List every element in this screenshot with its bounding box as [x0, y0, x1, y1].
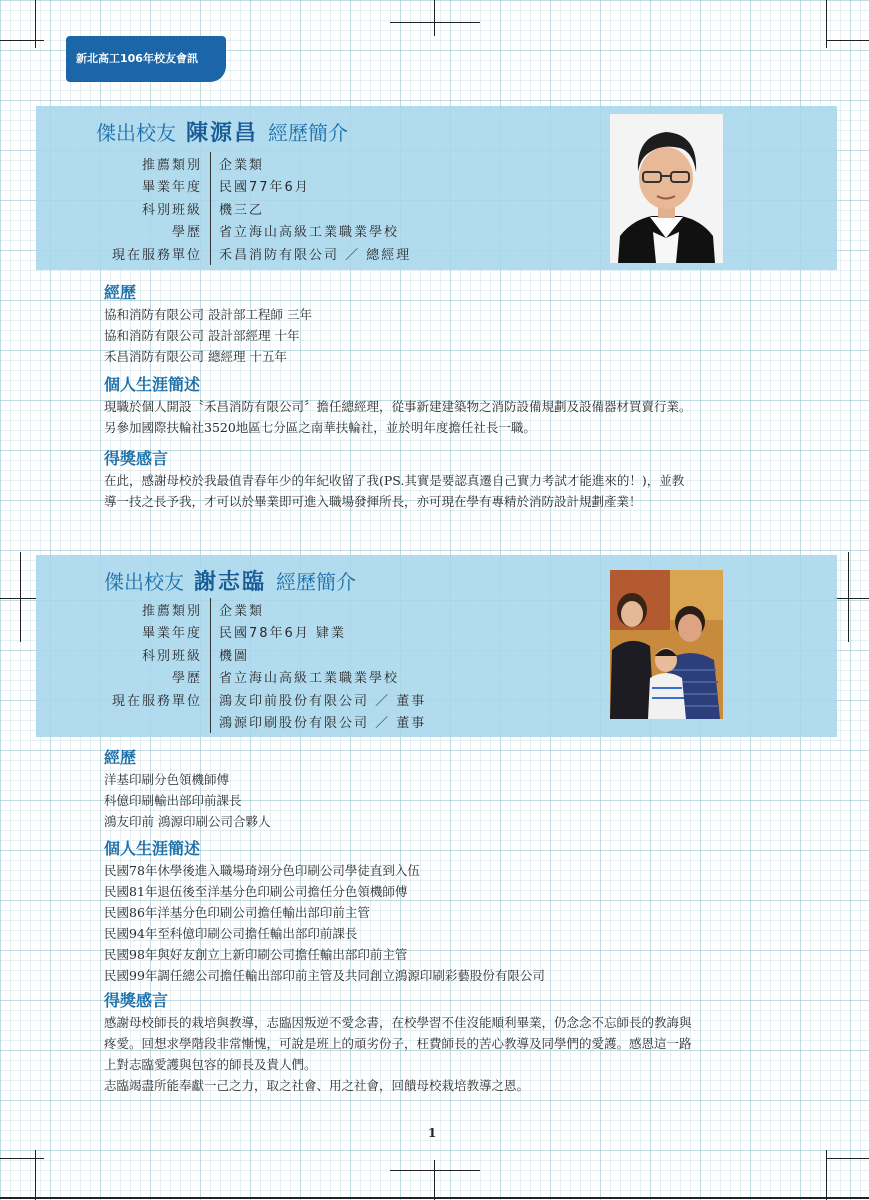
- crop-mark: [20, 552, 21, 642]
- award-line: 志臨竭盡所能奉獻一己之力，取之社會、用之社會，回饋母校栽培教導之恩。: [104, 1078, 530, 1093]
- portrait-image: [610, 114, 723, 263]
- career-line: 民國81年退伍後至洋基分色印刷公司擔任分色領機師傅: [104, 884, 408, 899]
- crop-mark: [848, 552, 849, 642]
- profile1-name: 陳源昌: [186, 121, 259, 146]
- experience-line: 鴻友印前 鴻源印刷公司合夥人: [104, 814, 271, 829]
- section-heading: 經歷: [104, 748, 137, 767]
- info-value: 企業類: [219, 603, 265, 619]
- info-label: 學歷: [171, 671, 202, 687]
- profile2-title-suffix: 經歷簡介: [276, 570, 357, 594]
- profile1-info-table: [100, 152, 411, 265]
- career-line: 民國86年洋基分色印刷公司擔任輸出部印前主管: [104, 905, 370, 920]
- info-row: [100, 666, 426, 689]
- section-heading: 個人生涯簡述: [104, 839, 201, 858]
- profile1-experience-section: [104, 282, 784, 367]
- profile2-award-section: [104, 990, 784, 1096]
- profile1-title-prefix: 傑出校友: [96, 121, 176, 145]
- info-value: 機圖: [219, 648, 250, 664]
- info-value: 鴻友印前股份有限公司 ／ 董事: [219, 693, 427, 709]
- experience-line: 科億印刷輸出部印前課長: [104, 793, 242, 808]
- section-heading: 個人生涯簡述: [104, 375, 201, 394]
- info-label: 科別班級: [141, 202, 202, 218]
- award-line: 在此，感謝母校於我最值青春年少的年紀收留了我(PS.其實是要認真遷自己實力考試才能進來的！)，並教: [104, 473, 685, 488]
- info-label: 畢業年度: [141, 180, 202, 196]
- info-label: 現在服務單位: [111, 693, 202, 709]
- info-label: 畢業年度: [141, 626, 202, 642]
- profile2-info-table: [100, 598, 426, 733]
- crop-mark: [826, 40, 869, 41]
- info-value: 機三乙: [219, 202, 265, 218]
- award-line: 疼愛。回想求學階段非常慚愧，可說是班上的頑劣份子，枉費師長的苦心教導及同學們的愛護。感恩這一路: [104, 1036, 692, 1051]
- award-line: 感謝母校師長的栽培與教導，志臨因叛逆不愛念書，在校學習不佳沒能順利畢業，仍念念不忘師長的教誨與: [104, 1015, 692, 1030]
- crop-mark: [390, 1170, 480, 1171]
- info-row: [100, 598, 426, 621]
- career-line: 另參加國際扶輪社3520地區七分區之南華扶輪社，並於明年度擔任社長一職。: [104, 420, 536, 435]
- experience-line: 禾昌消防有限公司 總經理 十五年: [104, 349, 287, 364]
- profile2-name: 謝志臨: [194, 570, 267, 595]
- info-row: [100, 643, 426, 666]
- crop-mark: [834, 598, 869, 599]
- info-value: 禾昌消防有限公司 ／ 總經理: [219, 247, 412, 263]
- info-value: 鴻源印刷股份有限公司 ／ 董事: [219, 716, 427, 732]
- profile1-award-section: [104, 448, 784, 512]
- info-row: [100, 621, 426, 644]
- info-row: [100, 711, 426, 734]
- crop-mark: [434, 1160, 435, 1200]
- profile1-portrait-photo: [610, 114, 723, 263]
- info-value: 省立海山高級工業職業學校: [219, 671, 400, 687]
- profile2-career-section: [104, 838, 784, 986]
- crop-mark: [434, 0, 435, 36]
- info-row: [100, 197, 411, 220]
- family-image: [610, 570, 723, 719]
- crop-mark: [826, 1158, 869, 1159]
- newsletter-header-tab: 新北高工106年校友會訊: [66, 36, 226, 82]
- profile2-experience-section: [104, 747, 784, 832]
- career-line: 民國78年休學後進入職場琦翊分色印刷公司學徒直到入伍: [104, 863, 420, 878]
- info-value: 民國78年6月 肄業: [219, 626, 346, 642]
- career-line: 現職於個人開設〝禾昌消防有限公司〞擔任總經理，從事新建建築物之消防設備規劃及設備器材買賣行業。: [104, 399, 692, 414]
- info-value: 省立海山高級工業職業學校: [219, 225, 400, 241]
- profile1-title-suffix: 經歷簡介: [268, 121, 349, 145]
- section-heading: 得獎感言: [104, 991, 169, 1010]
- experience-line: 洋基印刷分色領機師傅: [104, 772, 230, 787]
- section-heading: 經歷: [104, 283, 137, 302]
- profile2-family-photo: [610, 570, 723, 719]
- section-heading: 得獎感言: [104, 449, 169, 468]
- info-value: 民國77年6月: [219, 180, 310, 196]
- crop-mark: [390, 22, 480, 23]
- info-label: 推薦類別: [141, 603, 202, 619]
- experience-line: 協和消防有限公司 設計部工程師 三年: [104, 307, 312, 322]
- award-line: 導一技之長予我，才可以於畢業即可進入職場發揮所長，亦可現在學有專精於消防設計規劃產業！: [104, 494, 642, 509]
- crop-mark: [0, 598, 36, 599]
- info-row: [100, 152, 411, 175]
- profile2-title: [104, 565, 356, 596]
- info-row: [100, 220, 411, 243]
- info-label: 現在服務單位: [111, 247, 202, 263]
- page-number: 1: [428, 1126, 437, 1140]
- info-row: [100, 175, 411, 198]
- profile1-title: [96, 116, 348, 147]
- career-line: 民國98年與好友創立上新印刷公司擔任輸出部印前主管: [104, 947, 408, 962]
- info-label: 推薦類別: [141, 157, 202, 173]
- info-row: [100, 688, 426, 711]
- info-label: 學歷: [171, 225, 202, 241]
- experience-line: 協和消防有限公司 設計部經理 十年: [104, 328, 300, 343]
- profile1-career-section: [104, 374, 784, 438]
- career-line: 民國94年至科億印刷公司擔任輸出部印前課長: [104, 926, 358, 941]
- bottom-border: [0, 1197, 869, 1199]
- crop-mark: [0, 1158, 44, 1159]
- award-line: 上對志臨愛護與包容的師長及貴人們。: [104, 1057, 317, 1072]
- career-line: 民國99年調任總公司擔任輸出部印前主管及共同創立鴻源印刷彩藝股份有限公司: [104, 968, 545, 983]
- profile2-title-prefix: 傑出校友: [104, 570, 184, 594]
- info-value: 企業類: [219, 157, 265, 173]
- crop-mark: [0, 40, 44, 41]
- info-label: 科別班級: [141, 648, 202, 664]
- info-row: [100, 242, 411, 265]
